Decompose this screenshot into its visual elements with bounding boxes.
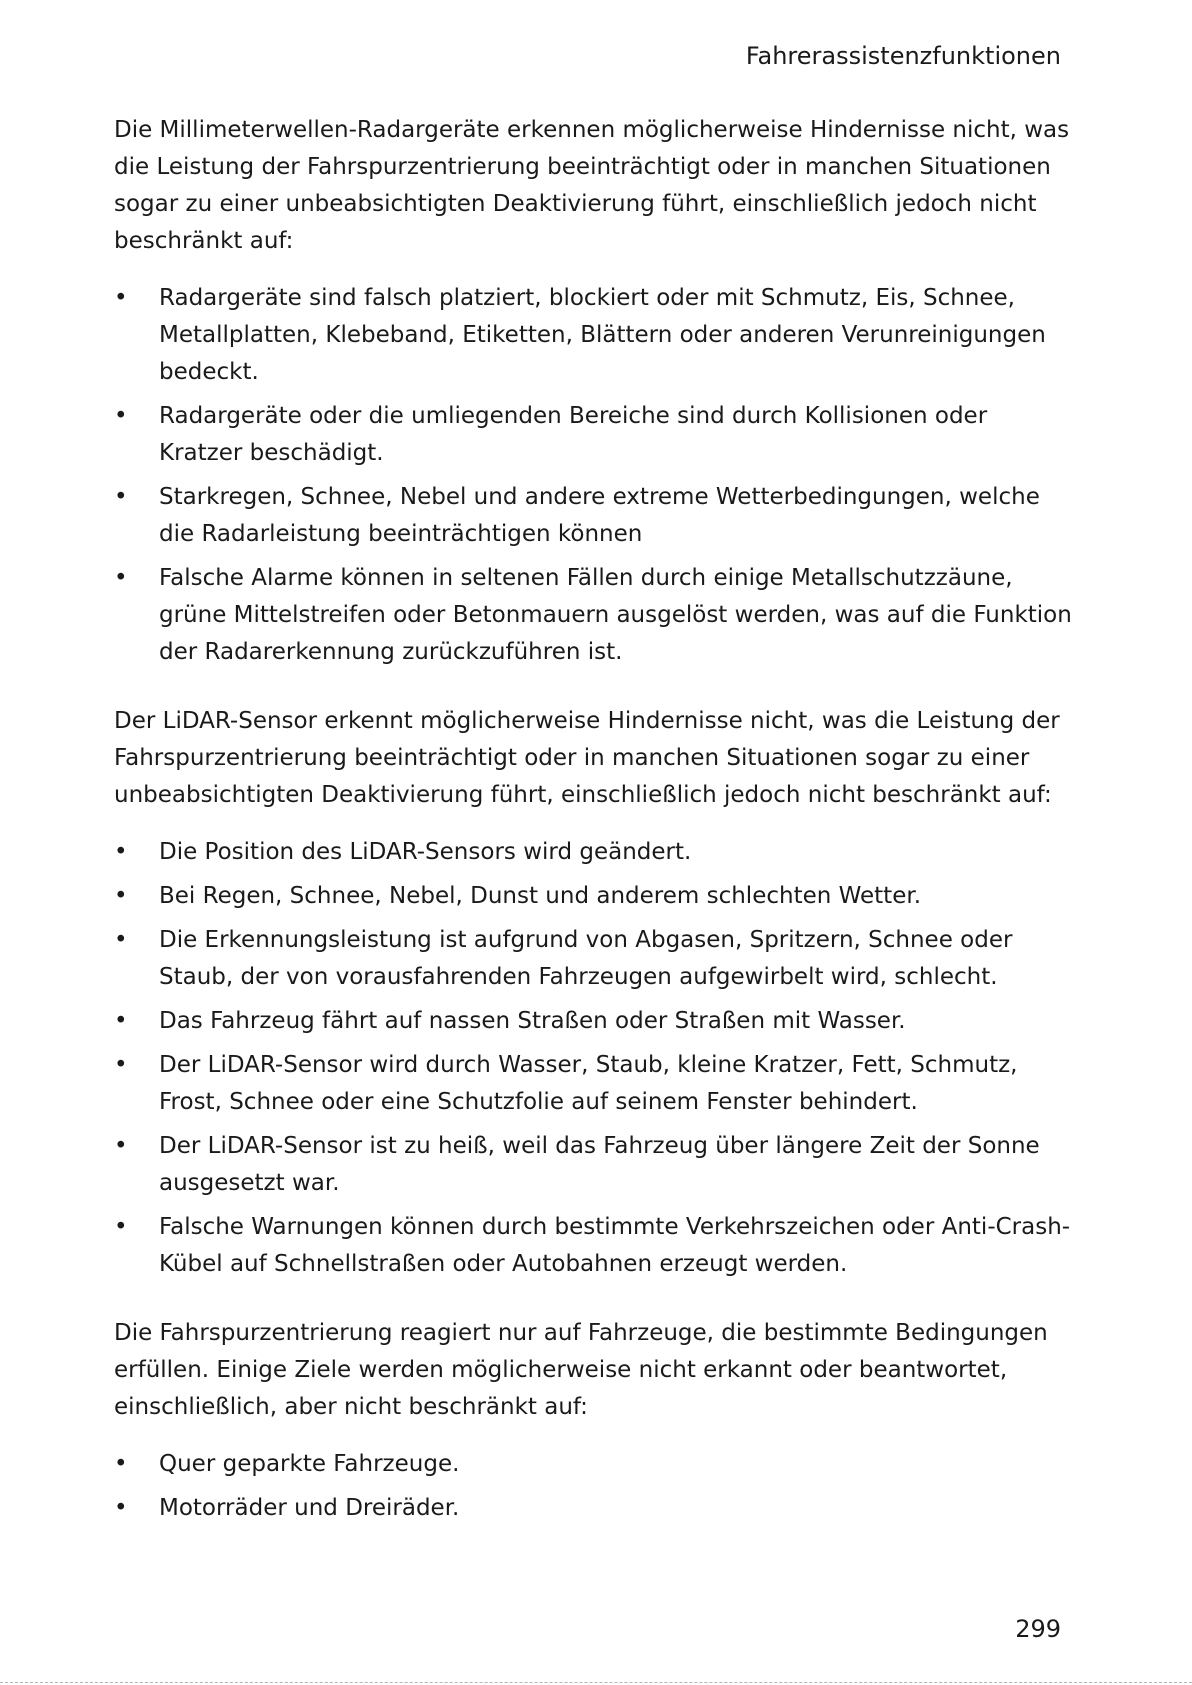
bullet-icon: • bbox=[114, 1495, 128, 1521]
targets-bullet-list bbox=[114, 1446, 1074, 1527]
list-item bbox=[114, 834, 1074, 871]
list-item-text: Quer geparkte Fahrzeuge. bbox=[159, 1451, 460, 1477]
bullet-icon: • bbox=[114, 285, 128, 311]
list-item-text: Motorräder und Dreiräder. bbox=[159, 1495, 460, 1521]
list-item-text: Der LiDAR-Sensor wird durch Wasser, Staub, kleine Kratzer, Fett, Schmutz, Frost, Schnee oder eine Schutzfolie auf seinem Fenster behindert. bbox=[159, 1052, 1018, 1115]
page-edge-divider bbox=[0, 1682, 1192, 1683]
list-item bbox=[114, 280, 1074, 391]
list-item bbox=[114, 878, 1074, 915]
list-item bbox=[114, 1128, 1074, 1202]
bullet-icon: • bbox=[114, 1451, 128, 1477]
bullet-icon: • bbox=[114, 883, 128, 909]
list-item-text: Die Position des LiDAR-Sensors wird geändert. bbox=[159, 839, 692, 865]
list-item bbox=[114, 922, 1074, 996]
radar-intro-paragraph: Die Millimeterwellen-Radargeräte erkennen möglicherweise Hindernisse nicht, was die Leistung der Fahrspurzentrierung beeinträchtigt oder in manchen Situationen sogar zu einer unbeabsichtigten Deaktivierung führt, einschließlich jedoch nicht beschränkt auf: bbox=[114, 117, 1070, 254]
list-item bbox=[114, 1490, 1074, 1527]
list-item-text: Die Erkennungsleistung ist aufgrund von Abgasen, Spritzern, Schnee oder Staub, der von vorausfahrenden Fahrzeugen aufgewirbelt wird, schlecht. bbox=[159, 927, 1013, 990]
list-item bbox=[114, 1003, 1074, 1040]
lidar-bullet-list bbox=[114, 834, 1074, 1283]
bullet-icon: • bbox=[114, 1052, 128, 1078]
list-item-text: Falsche Warnungen können durch bestimmte Verkehrszeichen oder Anti-Crash-Kübel auf Schnellstraßen oder Autobahnen erzeugt werden. bbox=[159, 1214, 1071, 1277]
targets-intro-paragraph: Die Fahrspurzentrierung reagiert nur auf Fahrzeuge, die bestimmte Bedingungen erfüllen. Einige Ziele werden möglicherweise nicht erkannt oder beantwortet, einschließlich, aber nicht beschränkt auf: bbox=[114, 1320, 1048, 1420]
bullet-icon: • bbox=[114, 927, 128, 953]
list-item bbox=[114, 479, 1074, 553]
radar-bullet-list bbox=[114, 280, 1074, 671]
list-item-text: Starkregen, Schnee, Nebel und andere extreme Wetterbedingungen, welche die Radarleistung beeinträchtigen können bbox=[159, 484, 1040, 547]
running-header: Fahrerassistenzfunktionen bbox=[745, 42, 1061, 70]
list-item-text: Radargeräte sind falsch platziert, blockiert oder mit Schmutz, Eis, Schnee, Metallplatten, Klebeband, Etiketten, Blättern oder anderen Verunreinigungen bedeckt. bbox=[159, 285, 1046, 385]
list-item-text: Falsche Alarme können in seltenen Fällen durch einige Metallschutzzäune, grüne Mittelstreifen oder Betonmauern ausgelöst werden, was auf die Funktion der Radarerkennung zurückzuführen ist. bbox=[159, 565, 1072, 665]
list-item-text: Der LiDAR-Sensor ist zu heiß, weil das Fahrzeug über längere Zeit der Sonne ausgesetzt war. bbox=[159, 1133, 1040, 1196]
list-item bbox=[114, 398, 1074, 472]
bullet-icon: • bbox=[114, 565, 128, 591]
bullet-icon: • bbox=[114, 1008, 128, 1034]
list-item bbox=[114, 560, 1074, 671]
list-item-text: Radargeräte oder die umliegenden Bereiche sind durch Kollisionen oder Kratzer beschädigt. bbox=[159, 403, 988, 466]
bullet-icon: • bbox=[114, 484, 128, 510]
list-item bbox=[114, 1209, 1074, 1283]
list-item bbox=[114, 1047, 1074, 1121]
lidar-intro-paragraph: Der LiDAR-Sensor erkennt möglicherweise Hindernisse nicht, was die Leistung der Fahrspurzentrierung beeinträchtigt oder in manchen Situationen sogar zu einer unbeabsichtigten Deaktivierung führt, einschließlich jedoch nicht beschränkt auf: bbox=[114, 708, 1060, 808]
bullet-icon: • bbox=[114, 1133, 128, 1159]
page-content bbox=[114, 112, 1074, 1559]
bullet-icon: • bbox=[114, 1214, 128, 1240]
list-item-text: Das Fahrzeug fährt auf nassen Straßen oder Straßen mit Wasser. bbox=[159, 1008, 906, 1034]
list-item-text: Bei Regen, Schnee, Nebel, Dunst und anderem schlechten Wetter. bbox=[159, 883, 922, 909]
list-item bbox=[114, 1446, 1074, 1483]
bullet-icon: • bbox=[114, 839, 128, 865]
page-number: 299 bbox=[1015, 1615, 1061, 1643]
bullet-icon: • bbox=[114, 403, 128, 429]
